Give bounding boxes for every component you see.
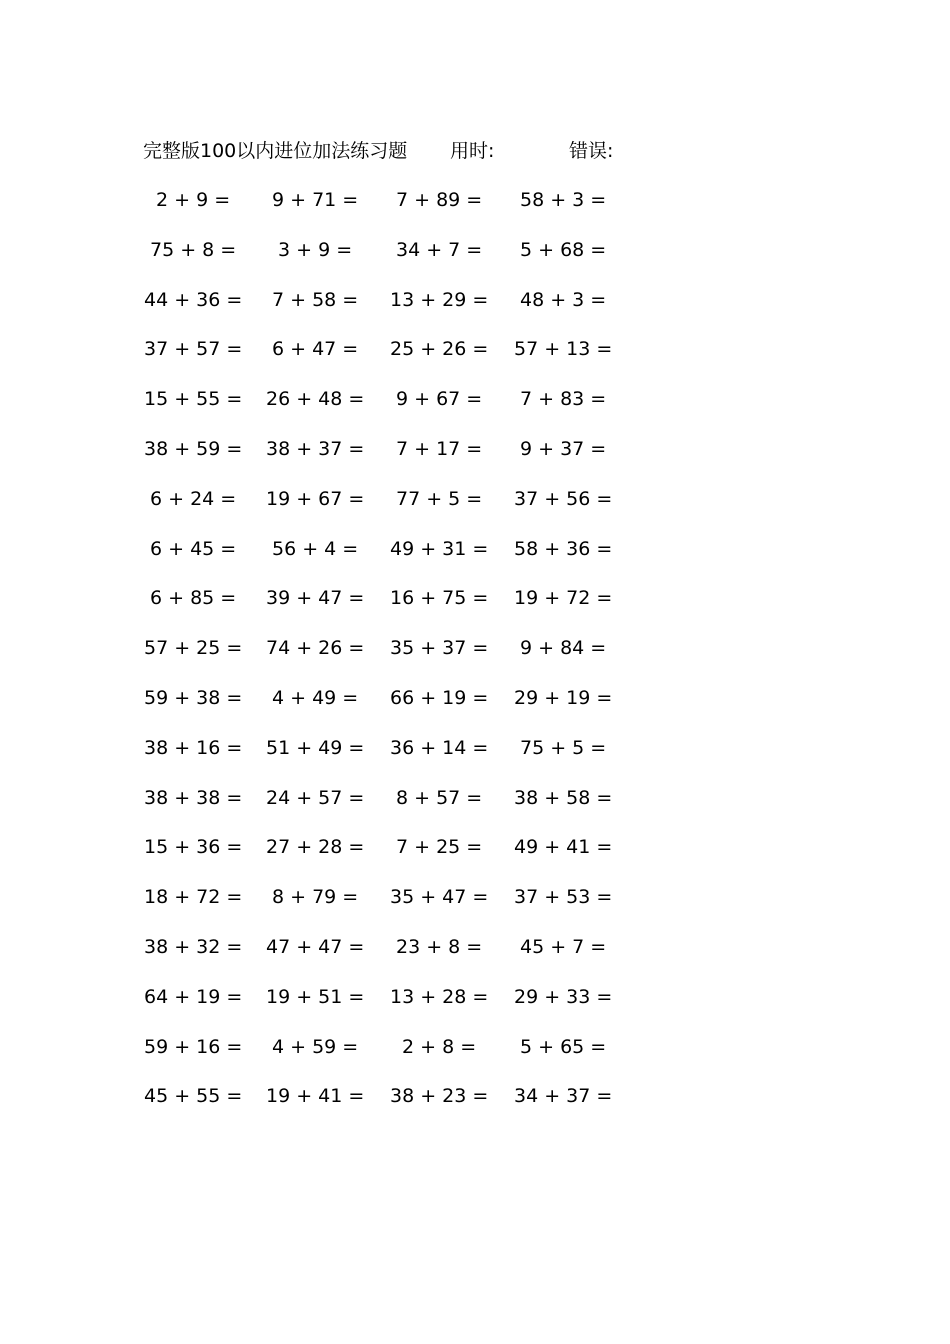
problem-cell: 44 + 36 = (144, 288, 243, 311)
problem-cell: 19 + 67 = (266, 487, 365, 510)
problem-cell: 23 + 8 = (396, 935, 483, 958)
problem-cell: 34 + 7 = (396, 238, 483, 261)
problem-cell: 66 + 19 = (390, 686, 489, 709)
problem-row (140, 733, 640, 783)
problem-row (140, 683, 640, 733)
problem-cell: 64 + 19 = (144, 985, 243, 1008)
problem-cell: 75 + 5 = (520, 736, 607, 759)
problem-cell: 37 + 53 = (514, 886, 613, 909)
problem-row (140, 932, 640, 982)
problem-row (140, 982, 640, 1032)
problem-cell: 4 + 59 = (272, 1035, 359, 1058)
problem-cell: 16 + 75 = (390, 587, 489, 610)
problem-cell: 39 + 47 = (266, 587, 365, 610)
problem-cell: 18 + 72 = (144, 886, 243, 909)
time-label: 用时: (450, 140, 495, 162)
problem-row (140, 534, 640, 584)
problem-cell: 19 + 41 = (266, 1085, 365, 1108)
problem-row (140, 185, 640, 235)
problem-cell: 7 + 17 = (396, 437, 483, 460)
problem-cell: 9 + 37 = (520, 437, 607, 460)
problem-row (140, 783, 640, 833)
errors-label: 错误: (569, 140, 614, 162)
problem-cell: 4 + 49 = (272, 686, 359, 709)
problem-cell: 6 + 85 = (150, 587, 237, 610)
problem-cell: 24 + 57 = (266, 786, 365, 809)
problem-cell: 8 + 57 = (396, 786, 483, 809)
problem-cell: 9 + 84 = (520, 637, 607, 660)
problem-cell: 57 + 25 = (144, 637, 243, 660)
problem-cell: 48 + 3 = (520, 288, 607, 311)
problem-cell: 37 + 56 = (514, 487, 613, 510)
problem-cell: 38 + 16 = (144, 736, 243, 759)
problem-cell: 19 + 72 = (514, 587, 613, 610)
worksheet-title: 完整版100以内进位加法练习题 (143, 140, 408, 162)
problem-cell: 25 + 26 = (390, 338, 489, 361)
problem-cell: 15 + 55 = (144, 388, 243, 411)
problem-cell: 7 + 89 = (396, 189, 483, 211)
problem-cell: 45 + 55 = (144, 1085, 243, 1108)
problem-cell: 57 + 13 = (514, 338, 613, 361)
problem-grid (140, 185, 640, 1131)
problem-cell: 3 + 9 = (278, 238, 353, 261)
problem-cell: 38 + 32 = (144, 935, 243, 958)
problem-row (140, 1032, 640, 1082)
problem-cell: 13 + 29 = (390, 288, 489, 311)
problem-row (140, 1081, 640, 1131)
problem-row (140, 434, 640, 484)
problem-cell: 47 + 47 = (266, 935, 365, 958)
problem-row (140, 583, 640, 633)
worksheet-header (143, 136, 663, 166)
problem-cell: 2 + 9 = (156, 189, 231, 211)
problem-cell: 59 + 38 = (144, 686, 243, 709)
problem-row (140, 633, 640, 683)
problem-row (140, 484, 640, 534)
problem-cell: 8 + 79 = (272, 886, 359, 909)
problem-cell: 35 + 37 = (390, 637, 489, 660)
problem-cell: 37 + 57 = (144, 338, 243, 361)
problem-cell: 77 + 5 = (396, 487, 483, 510)
problem-row (140, 384, 640, 434)
problem-cell: 56 + 4 = (272, 537, 359, 560)
problem-row (140, 285, 640, 335)
problem-cell: 36 + 14 = (390, 736, 489, 759)
problem-cell: 59 + 16 = (144, 1035, 243, 1058)
problem-cell: 58 + 3 = (520, 189, 607, 211)
problem-cell: 6 + 45 = (150, 537, 237, 560)
problem-cell: 13 + 28 = (390, 985, 489, 1008)
problem-cell: 49 + 31 = (390, 537, 489, 560)
problem-cell: 38 + 23 = (390, 1085, 489, 1108)
problem-cell: 58 + 36 = (514, 537, 613, 560)
problem-cell: 38 + 59 = (144, 437, 243, 460)
problem-cell: 26 + 48 = (266, 388, 365, 411)
problem-cell: 2 + 8 = (402, 1035, 477, 1058)
problem-cell: 6 + 24 = (150, 487, 237, 510)
problem-cell: 38 + 38 = (144, 786, 243, 809)
problem-row (140, 882, 640, 932)
problem-cell: 75 + 8 = (150, 238, 237, 261)
problem-cell: 49 + 41 = (514, 836, 613, 859)
problem-cell: 7 + 25 = (396, 836, 483, 859)
problem-cell: 34 + 37 = (514, 1085, 613, 1108)
problem-cell: 5 + 65 = (520, 1035, 607, 1058)
problem-cell: 27 + 28 = (266, 836, 365, 859)
problem-cell: 19 + 51 = (266, 985, 365, 1008)
problem-cell: 5 + 68 = (520, 238, 607, 261)
problem-cell: 51 + 49 = (266, 736, 365, 759)
problem-cell: 38 + 58 = (514, 786, 613, 809)
problem-row (140, 334, 640, 384)
problem-cell: 29 + 19 = (514, 686, 613, 709)
problem-cell: 9 + 71 = (272, 189, 359, 211)
problem-cell: 29 + 33 = (514, 985, 613, 1008)
problem-cell: 45 + 7 = (520, 935, 607, 958)
problem-cell: 9 + 67 = (396, 388, 483, 411)
problem-cell: 38 + 37 = (266, 437, 365, 460)
problem-cell: 35 + 47 = (390, 886, 489, 909)
problem-cell: 6 + 47 = (272, 338, 359, 361)
problem-cell: 7 + 83 = (520, 388, 607, 411)
problem-cell: 74 + 26 = (266, 637, 365, 660)
problem-cell: 15 + 36 = (144, 836, 243, 859)
problem-cell: 7 + 58 = (272, 288, 359, 311)
problem-row (140, 832, 640, 882)
problem-row (140, 235, 640, 285)
